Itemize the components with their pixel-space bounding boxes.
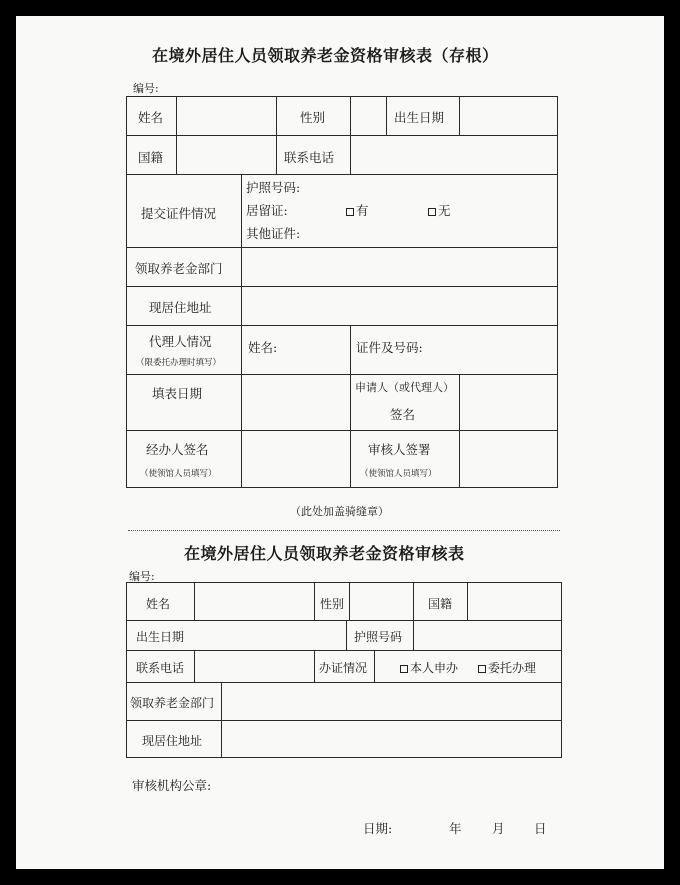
stub-residence-label: 居留证: xyxy=(246,203,288,218)
stub-reviewer-sign-label: 审核人签署 xyxy=(368,442,431,457)
checkbox-icon xyxy=(346,208,354,216)
stub-agent-id-label: 证件及号码: xyxy=(356,340,423,355)
stub-pension-dept-label: 领取养老金部门 xyxy=(135,261,223,276)
stub-other-docs-label: 其他证件: xyxy=(246,226,301,241)
form-name-label: 姓名 xyxy=(146,597,171,611)
stub-nationality-label: 国籍 xyxy=(138,150,164,165)
stub-reviewer-note: （使领馆人员填写） xyxy=(360,469,437,479)
checkbox-icon xyxy=(428,208,436,216)
stub-none-option[interactable]: 无 xyxy=(428,201,451,219)
form-entrust-option[interactable]: 委托办理 xyxy=(478,659,536,676)
form-pension-dept-label: 领取养老金部门 xyxy=(130,696,215,710)
stub-name-label: 姓名 xyxy=(138,110,164,125)
stub-docs-label: 提交证件情况 xyxy=(141,206,217,221)
stub-gender-label: 性别 xyxy=(300,110,326,125)
form-month-label: 月 xyxy=(492,821,505,836)
stub-has-option[interactable]: 有 xyxy=(346,201,369,219)
stub-birth-label: 出生日期 xyxy=(394,110,445,125)
stub-agent-note: （限委托办理时填写） xyxy=(136,358,222,368)
form-date-label: 日期: xyxy=(363,821,393,836)
form-gender-label: 性别 xyxy=(320,597,345,611)
perforation-line xyxy=(128,530,560,531)
stub-phone-label: 联系电话 xyxy=(284,150,335,165)
form-handling-label: 办证情况 xyxy=(319,661,368,675)
stub-title: 在境外居住人员领取养老金资格审核表（存根） xyxy=(152,46,499,65)
stub-sign-label: 签名 xyxy=(390,407,416,422)
form-passport-label: 护照号码 xyxy=(354,630,403,644)
stub-handler-sign-label: 经办人签名 xyxy=(146,442,209,457)
form-birth-label: 出生日期 xyxy=(136,630,185,644)
stub-serial-label: 编号: xyxy=(133,82,159,95)
stub-passport-label: 护照号码: xyxy=(246,180,301,195)
stub-address-label: 现居住地址 xyxy=(149,300,212,315)
document-page xyxy=(16,16,664,869)
form-address-label: 现居住地址 xyxy=(142,734,203,748)
form-seal-label: 审核机构公章: xyxy=(132,778,212,793)
form-serial-label: 编号: xyxy=(129,570,155,583)
stub-handler-note: （使领馆人员填写） xyxy=(140,469,217,479)
form-phone-label: 联系电话 xyxy=(136,661,185,675)
form-nationality-label: 国籍 xyxy=(428,597,453,611)
stub-seal-note: （此处加盖骑缝章） xyxy=(290,505,389,518)
checkbox-icon xyxy=(400,665,408,673)
form-title: 在境外居住人员领取养老金资格审核表 xyxy=(184,544,465,563)
stub-fill-date-label: 填表日期 xyxy=(152,386,203,401)
form-year-label: 年 xyxy=(449,821,462,836)
form-self-option[interactable]: 本人申办 xyxy=(400,659,458,676)
checkbox-icon xyxy=(478,665,486,673)
stub-applicant-label: 申请人（或代理人） xyxy=(355,381,454,394)
stub-agent-name-label: 姓名: xyxy=(248,340,278,355)
form-day-label: 日 xyxy=(534,821,547,836)
stub-agent-label: 代理人情况 xyxy=(149,334,212,349)
